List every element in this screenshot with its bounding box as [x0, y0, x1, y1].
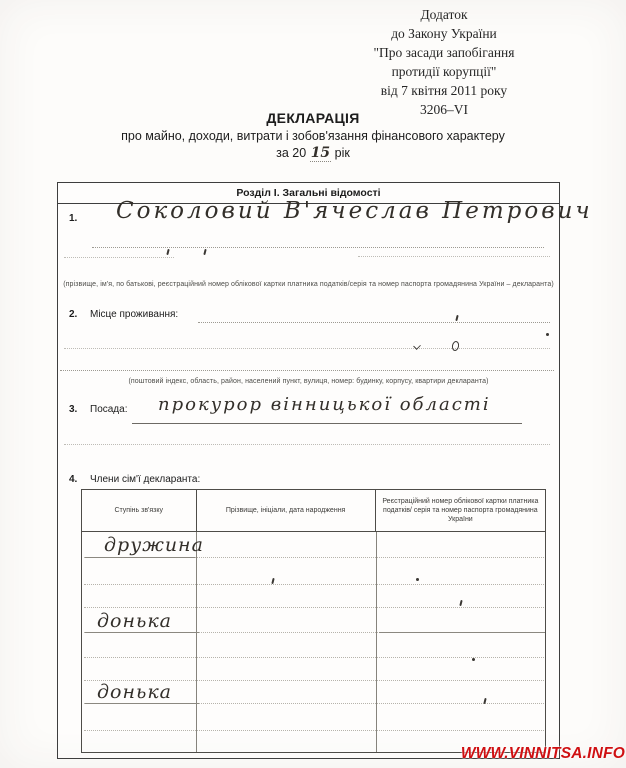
family-row-degree: донька [97, 681, 173, 703]
item-2-number: 2. [69, 309, 78, 320]
column-header-name: Прізвище, ініціали, дата народження [197, 490, 376, 531]
title-block [0, 110, 626, 161]
family-row-degree: дружина [104, 534, 204, 556]
item-2-note: (поштовий індекс, область, район, населений пункт, вулиця, номер: будинку, корпусу, квартири декларанта) [128, 378, 489, 385]
guide-line [84, 607, 544, 608]
document-subtitle: про майно, доходи, витрати і зобов'язання фінансового характеру [121, 129, 505, 143]
fill-line [64, 444, 550, 445]
guide-line [84, 730, 544, 731]
guide-line [84, 657, 544, 658]
family-row-degree: донька [97, 610, 173, 632]
guide-line [84, 584, 544, 585]
underline-segment [85, 557, 195, 558]
item-4-number: 4. [69, 474, 78, 485]
year-suffix: рік [334, 146, 350, 160]
annex-line: Додаток [420, 7, 468, 22]
fill-line [64, 257, 174, 258]
family-table [81, 489, 546, 753]
ink-mark [472, 658, 475, 661]
family-table-body [82, 532, 545, 752]
handwritten-full-name: Соколовий В'ячеслав Петрович [116, 198, 593, 224]
handwritten-position: прокурор вінницької області [158, 394, 491, 415]
annex-line: "Про засади запобігання [373, 45, 515, 60]
handwritten-year: 15 [310, 145, 331, 161]
ink-mark [451, 340, 460, 351]
column-divider [196, 532, 197, 752]
annex-block [328, 5, 560, 119]
item-2-label: Місце проживання: [90, 309, 179, 320]
year-prefix: за 20 [276, 146, 307, 160]
fill-line [92, 247, 544, 248]
section1-heading: Розділ І. Загальні відомості [58, 183, 559, 204]
ink-mark [459, 600, 462, 606]
ink-mark [546, 333, 549, 336]
ink-mark [203, 249, 206, 255]
fill-line [60, 370, 554, 371]
column-header-degree: Ступінь зв'язку [82, 490, 197, 531]
item-3-number: 3. [69, 404, 78, 415]
site-watermark: WWW.VINNITSA.INFO [460, 745, 625, 762]
fill-line [64, 348, 550, 349]
column-divider [376, 532, 377, 752]
fill-line [358, 256, 550, 257]
column-header-regnumber: Реєстраційний номер облікової картки платника податків/ серія та номер паспорта громадянина України [382, 498, 539, 523]
item-1-note: (прізвище, ім'я, по батькові, реєстраційний номер облікової картки платника податків/серія та номер паспорта громадянина України – декларанта) [63, 281, 554, 288]
year-line [0, 145, 626, 161]
underline-segment [85, 632, 199, 633]
fill-line [198, 322, 550, 323]
family-table-header [82, 490, 545, 532]
underline-segment [85, 703, 199, 704]
annex-line: 3206–VI [420, 102, 468, 117]
underline-segment [379, 632, 545, 633]
ink-mark [166, 249, 169, 255]
annex-line: протидії корупції" [391, 64, 497, 79]
item-3-label: Посада: [90, 404, 128, 415]
ink-mark [455, 315, 458, 321]
annex-line: до Закону України [391, 26, 497, 41]
item-4-label: Члени сім'ї декларанта: [90, 474, 201, 485]
document-title: ДЕКЛАРАЦІЯ [266, 110, 360, 126]
ink-mark [416, 578, 419, 581]
annex-line: від 7 квітня 2011 року [380, 83, 508, 98]
fill-line [132, 423, 522, 424]
item-1-number: 1. [69, 213, 78, 224]
